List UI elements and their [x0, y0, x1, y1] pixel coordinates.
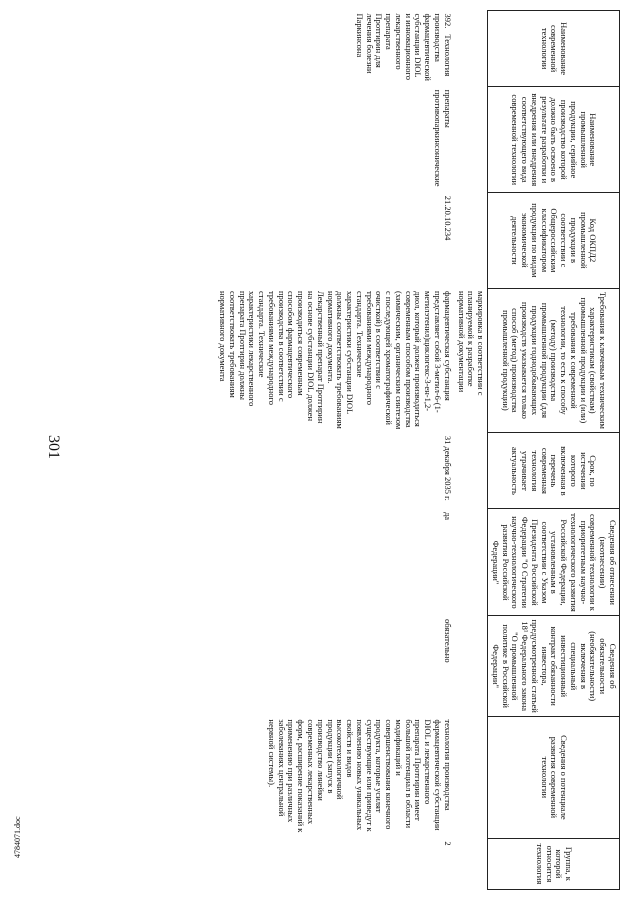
carry-over-text: маркировка в соответствии с планируемой к разработке нормативной документации [456, 291, 487, 396]
cell-product: препараты противопаркинсонические [432, 89, 453, 187]
header-product: Наименование промышленной продукции, серийное производство которой должно быть освоено в результате разработки и внедрения или внедрения соответствующего вида современной технологии [488, 87, 620, 193]
header-mandatory: Сведения об обязательности (необязательности) включения в специальный инвестиционный контракт обязанности инвестора, предусмотренной статьей 18¹ Федерального закона "О промышленной политике в Российской Федерации" [488, 616, 620, 716]
cell-potential: технология производства фармацевтической субстанции DIOL и лекарственного препарата Протгирин имеет большой потенциал в области модификаций и совершенствования конечного продукта, которые усилят существующие или приведут к появлению новых уникальных свойств и видов высокотехнологичной продукции (запуск в производство линейки современных лекарственных форм, расширение показаний к применению при различных заболеваниях центральной нервной системы). [266, 719, 453, 833]
technology-table [215, 10, 620, 890]
cell-deadline: 31 декабря 2035 г. [442, 435, 453, 501]
table-header-row [488, 11, 620, 890]
cell-priority: да [442, 511, 453, 521]
cell-mandatory: обязательно [442, 618, 453, 663]
header-technology: Наименование современной технологии [488, 11, 620, 87]
header-priority: Сведения об отнесении (неотнесении) современной технологии к приоритетным научно-технологического развития Российской Федерации, установленным в соответствии с Указом Президента Российской Федерации "О Стратегии научно-технологического развития Российской Федерации" [488, 509, 620, 616]
table-row [215, 11, 453, 890]
rotated-page [0, 10, 620, 890]
technology-name: Технология производства фармацевтической субстанции DIOL и инновационного лекарственного препарата Протгирин для лечения болезни Паркинсона [354, 13, 453, 81]
header-potential: Сведения о потенциале развития современной технологии [488, 716, 620, 838]
cell-technology [215, 11, 453, 87]
cell-requirements: фармацевтическая субстанция представляет собой 3-метил-6-(1-метилэтенил)циклогекс-3-ен-1,2-диол, который должен производиться современным способом производства (химическим, органическим синтезом с последующей хроматографической очисткой) в соответствии с требованиями международного стандарта. Технические характеристики субстанции DIOL должны соответствовать требованиям нормативного документа. Лекарственный препарат Протгирин на основе субстанции DIOL должен производиться современным способом фармацевтического производства в соответствии с требованиями международного стандарта. Технические характеристики лекарственного препарата Протгирин должны соответствовать требованиям нормативного документа [218, 291, 453, 430]
cell-group: 2 [442, 841, 453, 846]
header-group: Группа, к которой относится технология [488, 838, 620, 889]
row-number: 392. [442, 13, 453, 29]
carry-over-row [454, 11, 488, 890]
header-requirements: Требования к ключевым техническим характеристикам (свойствам) промышленной продукции и (или) требования к современной технологии, то есть к способу (методу) производства промышленной продукции (для продукции годнодобывающих производств указывается только способ (метод) производства промышленной продукции) [488, 288, 620, 433]
document-footer: 4784071.doc [13, 816, 22, 858]
cell-code: 21.20.10.234 [442, 195, 453, 241]
header-deadline: Срок, по истечении которого включенная в перечень современная технология утрачивает актуальность [488, 433, 620, 509]
header-okpd2-code: Код ОКПД2 промышленной продукции в соответствии с Общероссийским классификатором продукции по видам экономической деятельности [488, 193, 620, 288]
page-number: 301 [45, 435, 62, 459]
